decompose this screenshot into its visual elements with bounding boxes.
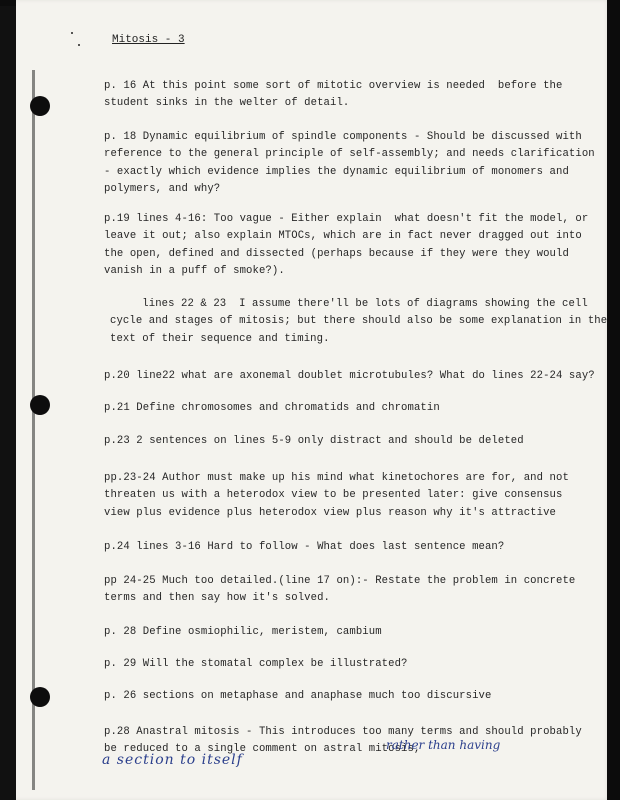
comment-paragraph: pp 24-25 Much too detailed.(line 17 on):- Restate the problem in terms and then say how it's solved. (104, 575, 518, 605)
punch-hole (30, 96, 50, 116)
comment-paragraph: lines 22 & 23 I assume there'll be lots of diagrams showing the cycle and stages of mitosis; but there should also be some explanation text of their sequence and timing. (110, 298, 563, 345)
ink-speck (71, 32, 73, 34)
page-title: Mitosis - 3 (112, 34, 185, 46)
comment-paragraph: p. 29 Will the stomatal complex be illustrated? (104, 658, 408, 670)
comment-paragraph: p.20 line22 what are axonemal doublet microtubules? What do lines 22-24 say? (104, 370, 595, 382)
ink-speck (78, 44, 80, 46)
punch-hole (30, 395, 50, 415)
punch-hole (30, 687, 50, 707)
comment-paragraph: p.19 lines 4-16: Too vague - Either explain what doesn't fit the leave it out; also explain MTOCs, which are in fact never dragged out the open, defined and dissected (perhaps because if they were they vanish in a puff of smoke?). (104, 213, 550, 277)
comment-paragraph: p. 28 Define osmiophilic, meristem, cambium (104, 626, 382, 638)
comment-paragraph: p. 26 sections on metaphase and anaphase much too discursive (104, 690, 492, 702)
comment-paragraph: p.23 2 sentences on lines 5-9 only distract and should be deleted (104, 435, 524, 447)
comment-paragraph: p.21 Define chromosomes and chromatids and chromatin (104, 402, 440, 414)
comment-paragraph: p. 16 At this point some sort of mitotic overview is needed before student sinks in the welter of detail. (104, 80, 537, 110)
comment-paragraph: p.24 lines 3-16 Hard to follow - What does last sentence mean? (104, 541, 505, 553)
scan-edge-right (607, 0, 620, 800)
binder-shadow-line (32, 70, 35, 790)
comment-paragraph: pp.23-24 Author must make up his mind what kinetochores are for, and threaten us with a heterodox view to be presented later: give consensus view plus evidence plus heterodox view plus reason why it's attractive (104, 472, 563, 519)
handwritten-annotation-inline: rather than having (386, 738, 501, 752)
comment-paragraph: p. 18 Dynamic equilibrium of spindle components - Should be discussed reference to the general principle of self-assembly; and needs - exactly which evidence implies the dynamic equilibrium of monomers polymers, and why? (104, 131, 550, 195)
handwritten-annotation-line: a section to itself (102, 752, 243, 768)
comment-paragraph: p.28 Anastral mitosis - This introduces too many terms and should be reduced to a single comment on astral mitosis, (104, 726, 524, 756)
